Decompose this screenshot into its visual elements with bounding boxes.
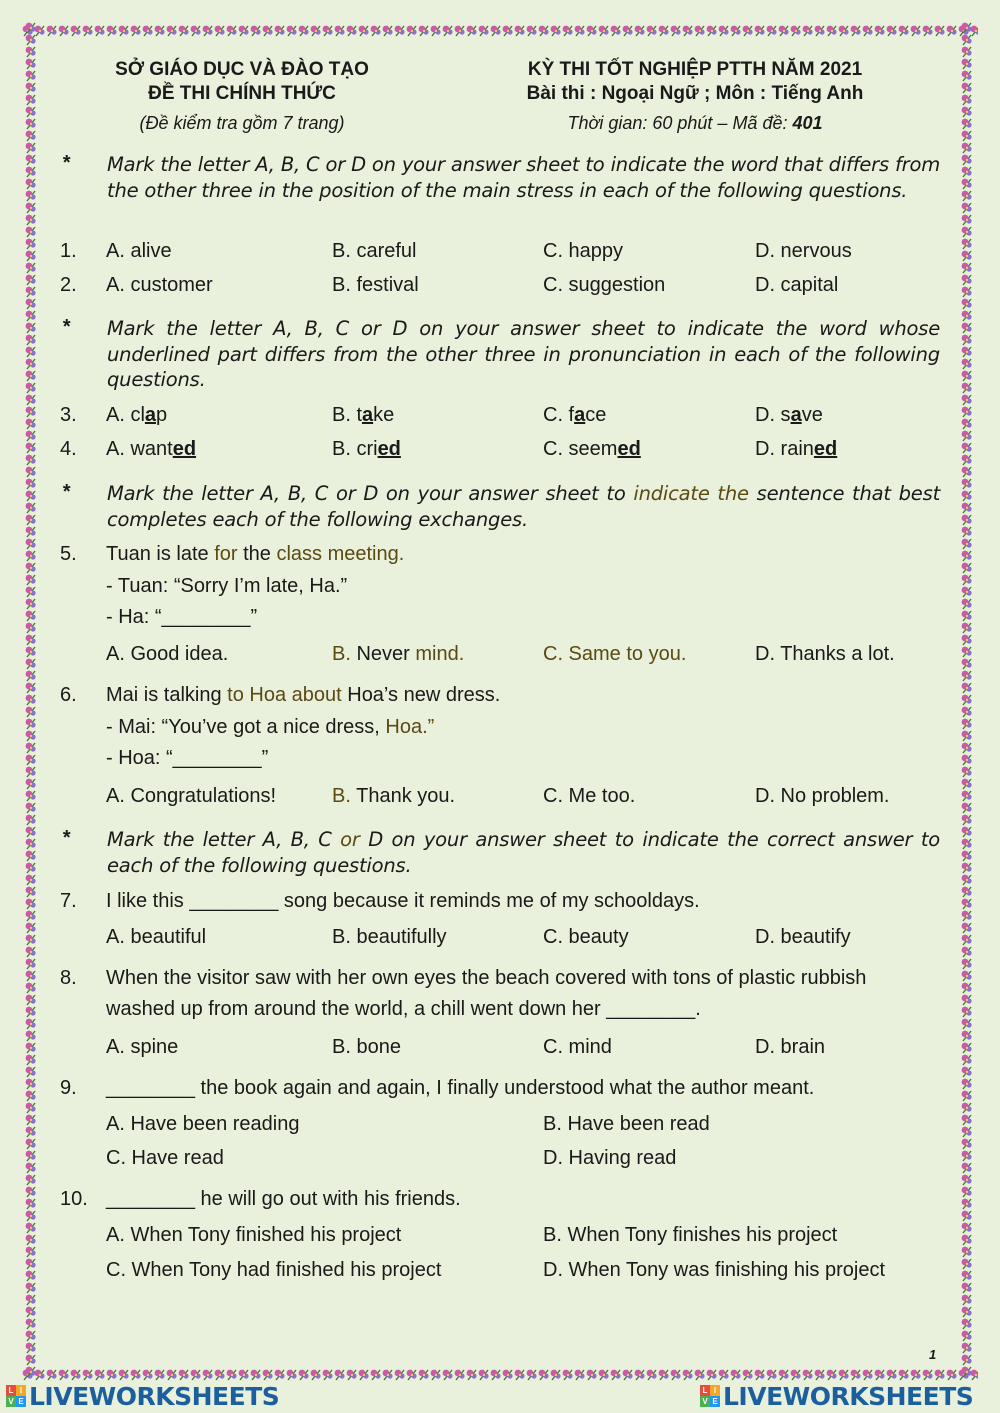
option-c[interactable]: C. face	[543, 404, 607, 426]
question-number: 5.	[60, 543, 77, 565]
liveworksheets-logo-icon: L I V E	[700, 1385, 720, 1407]
option-c[interactable]: C. mind	[543, 1036, 612, 1058]
brand-label: LIVEWORKSHEETS	[723, 1381, 974, 1411]
option-a[interactable]: A. When Tony finished his project	[106, 1224, 402, 1246]
option-b[interactable]: B. festival	[332, 274, 419, 296]
instruction-exchanges: Mark the letter A, B, C or D on your answer sheet to indicate the sentence that best completes each of the following exchanges.	[107, 482, 941, 531]
department-title: SỞ GIÁO DỤC VÀ ĐÀO TẠO	[115, 59, 369, 80]
option-b[interactable]: B. Have been read	[543, 1113, 710, 1135]
option-d[interactable]: D. capital	[755, 274, 839, 296]
option-d[interactable]: D. When Tony was finishing his project	[543, 1259, 886, 1281]
option-c[interactable]: C. When Tony had finished his project	[106, 1259, 442, 1281]
option-c[interactable]: C. Same to you.	[543, 643, 687, 665]
brand-label: LIVEWORKSHEETS	[29, 1381, 280, 1411]
exam-title: KỲ THI TỐT NGHIỆP PTTH NĂM 2021	[527, 59, 863, 80]
instruction-bullet: *	[62, 316, 70, 338]
option-c[interactable]: C. Have read	[106, 1147, 224, 1169]
question-number: 10.	[60, 1188, 88, 1210]
official-exam-label: ĐỀ THI CHÍNH THỨC	[148, 83, 336, 104]
dialogue-line: - Hoa: “________”	[106, 747, 269, 769]
question-stem-continued: washed up from around the world, a chill went down her ________.	[106, 998, 701, 1020]
instruction-stress: Mark the letter A, B, C or D on your answer sheet to indicate the word that differs from the other three in the position of the main stress in each of the following questions.	[107, 153, 940, 202]
exam-subject: Bài thi : Ngoại Ngữ ; Môn : Tiếng Anh	[526, 83, 864, 104]
option-d[interactable]: D. Having read	[543, 1147, 677, 1169]
option-b[interactable]: B. Thank you.	[332, 785, 456, 807]
instruction-correct-answer: Mark the letter A, B, C or D on your answer sheet to indicate the correct answer to each of the following questions.	[107, 828, 940, 877]
option-d[interactable]: D. No problem.	[755, 785, 890, 807]
question-number: 6.	[60, 684, 77, 706]
liveworksheets-brand-left[interactable]	[6, 1382, 279, 1410]
page-number: 1	[929, 1347, 937, 1362]
option-c[interactable]: C. happy	[543, 240, 624, 262]
option-b[interactable]: B. beautifully	[332, 926, 447, 948]
question-number: 7.	[60, 890, 77, 912]
option-a[interactable]: A. Have been reading	[106, 1113, 300, 1135]
question-number: 1.	[60, 240, 77, 262]
question-stem: ________ he will go out with his friends.	[106, 1188, 461, 1210]
question-stem: When the visitor saw with her own eyes the beach covered with tons of plastic rubbish	[106, 967, 867, 989]
option-d[interactable]: D. beautify	[755, 926, 851, 948]
option-a[interactable]: A. beautiful	[106, 926, 207, 948]
dialogue-line: - Ha: “________”	[106, 606, 258, 628]
question-stem: ________ the book again and again, I finally understood what the author meant.	[106, 1077, 815, 1099]
option-b[interactable]: B. Never mind.	[332, 643, 465, 665]
exam-code: 401	[792, 113, 823, 133]
option-b[interactable]: B. cried	[332, 438, 401, 460]
option-d[interactable]: D. brain	[755, 1036, 826, 1058]
option-c[interactable]: C. seemed	[543, 438, 641, 460]
liveworksheets-logo-icon: L I V E	[6, 1385, 26, 1407]
question-number: 8.	[60, 967, 77, 989]
question-stem: I like this ________ song because it reminds me of my schooldays.	[106, 890, 700, 912]
option-c[interactable]: C. suggestion	[543, 274, 666, 296]
option-a[interactable]: A. clap	[106, 404, 168, 426]
option-c[interactable]: C. Me too.	[543, 785, 636, 807]
option-b[interactable]: B. When Tony finishes his project	[543, 1224, 838, 1246]
instruction-bullet: *	[62, 481, 70, 503]
option-b[interactable]: B. bone	[332, 1036, 401, 1058]
option-a[interactable]: A. customer	[106, 274, 213, 296]
question-stem: Mai is talking to Hoa about Hoa’s new dress.	[106, 684, 501, 706]
option-a[interactable]: A. Congratulations!	[106, 785, 277, 807]
option-a[interactable]: A. Good idea.	[106, 643, 229, 665]
option-d[interactable]: D. save	[755, 404, 823, 426]
option-b[interactable]: B. careful	[332, 240, 417, 262]
option-b[interactable]: B. take	[332, 404, 395, 426]
instruction-bullet: *	[62, 827, 70, 849]
option-d[interactable]: D. Thanks a lot.	[755, 643, 895, 665]
option-d[interactable]: D. rained	[755, 438, 838, 460]
option-a[interactable]: A. alive	[106, 240, 172, 262]
liveworksheets-brand-right[interactable]	[700, 1382, 973, 1410]
option-d[interactable]: D. nervous	[755, 240, 852, 262]
exam-time-code: Thời gian: 60 phút – Mã đề: 401	[567, 113, 823, 133]
option-c[interactable]: C. beauty	[543, 926, 629, 948]
option-a[interactable]: A. wanted	[106, 438, 197, 460]
instruction-bullet: *	[62, 152, 70, 174]
question-stem: Tuan is late for the class meeting.	[106, 543, 405, 565]
page-count-note: (Đề kiểm tra gồm 7 trang)	[139, 113, 345, 133]
option-a[interactable]: A. spine	[106, 1036, 179, 1058]
question-number: 2.	[60, 274, 77, 296]
dialogue-line: - Tuan: “Sorry I’m late, Ha.”	[106, 575, 348, 597]
dialogue-line: - Mai: “You’ve got a nice dress, Hoa.”	[106, 716, 435, 738]
question-number: 9.	[60, 1077, 77, 1099]
question-number: 3.	[60, 404, 77, 426]
instruction-pronunciation: Mark the letter A, B, C or D on your answer sheet to indicate the word whose underlined part differs from the other three in pronunciation in each of the following questions.	[107, 317, 940, 391]
question-number: 4.	[60, 438, 77, 460]
